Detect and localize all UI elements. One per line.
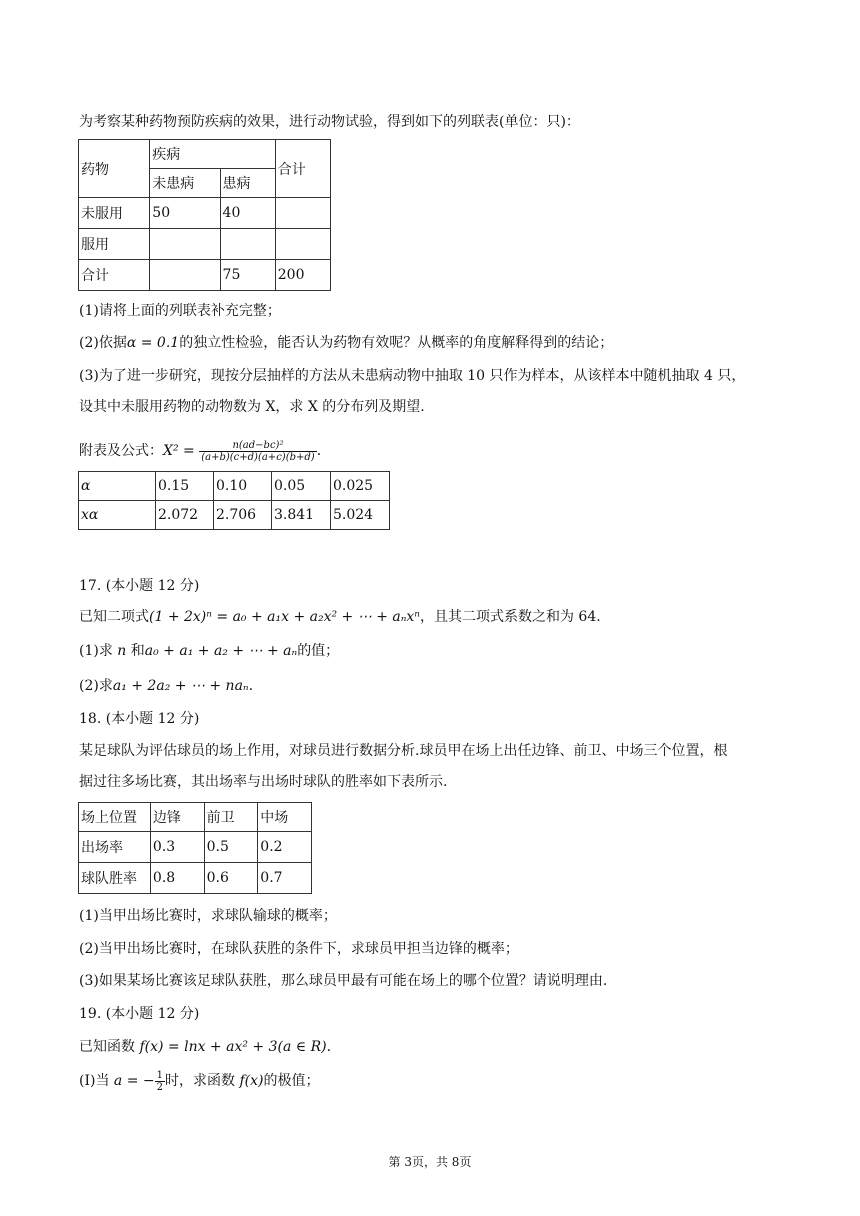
row-label: 球队胜率: [79, 863, 151, 894]
q19-function: f(x) = lnx + ax² + 3(a ∈ R): [139, 1039, 327, 1055]
q18-part2: (2)当甲出场比赛时，在球队获胜的条件下，求球员甲担当边锋的概率；: [79, 941, 519, 957]
q17-part1-text3: 的值；: [297, 643, 340, 659]
x-alpha-label: xα: [79, 501, 156, 530]
q19-title: 19. (本小题 12 分): [79, 1006, 200, 1022]
q16-part2-text: (2)依据: [79, 335, 127, 351]
q17-part1-text2: 和: [126, 643, 145, 659]
cell: [220, 229, 275, 260]
q16-part2: [79, 334, 613, 352]
cell: 0.05: [272, 472, 331, 501]
formula-label: 附表及公式：: [79, 443, 163, 459]
formula-line: [79, 436, 321, 466]
q16-part1: (1)请将上面的列联表补充完整；: [79, 303, 281, 319]
cell: 0.3: [150, 832, 204, 863]
header-cell: 场上位置: [79, 803, 151, 832]
header-no-disease: 未患病: [150, 169, 220, 198]
header-total: 合计: [275, 140, 330, 198]
cell: [275, 229, 330, 260]
q19-part1: [79, 1066, 319, 1096]
q17-title: 17. (本小题 12 分): [79, 578, 200, 594]
q18-part3: (3)如果某场比赛该足球队获胜，那么球员甲最有可能在场上的哪个位置？请说明理由.: [79, 973, 608, 989]
q18-part1: (1)当甲出场比赛时，求球队输球的概率；: [79, 908, 337, 924]
position-table: [78, 802, 312, 894]
q17-part2-text: (2)求: [79, 678, 113, 694]
header-cell: 边锋: [150, 803, 204, 832]
q16-part3b: 设其中未服用药物的动物数为 X，求 X 的分布列及期望.: [79, 399, 425, 415]
cell: [275, 198, 330, 229]
cell: 5.024: [331, 501, 390, 530]
page-footer: 第 3页，共 8页: [388, 1155, 472, 1169]
q19-a-value: a = −: [113, 1073, 155, 1089]
q19-part1-text2: 时，求函数: [165, 1073, 240, 1089]
cell: 0.5: [204, 832, 258, 863]
q17-stem-text2: ，且其二项式系数之和为 64.: [419, 609, 601, 625]
cell: 0.8: [150, 863, 204, 894]
cell: 0.7: [258, 863, 312, 894]
q17-part2: [79, 677, 253, 695]
half-fraction: [155, 1070, 165, 1093]
q17-stem: [79, 608, 601, 626]
critical-value-table: [78, 471, 390, 530]
cell: 40: [220, 198, 275, 229]
row-label: 服用: [79, 229, 150, 260]
q19-fx: f(x): [239, 1073, 264, 1089]
q18-title: 18. (本小题 12 分): [79, 711, 200, 727]
q17-part1: [79, 642, 339, 660]
q19-stem-text: 已知函数: [79, 1039, 140, 1055]
q17-sum: a₀ + a₁ + a₂ + ⋯ + aₙ: [144, 643, 298, 659]
cell: 75: [220, 260, 275, 291]
q17-part1-text: (1)求: [79, 643, 118, 659]
contingency-table: [78, 139, 331, 291]
cell: 0.15: [156, 472, 214, 501]
alpha-value: α = 0.1: [126, 335, 180, 351]
q19-stem: [79, 1038, 331, 1056]
cell: 2.072: [156, 501, 214, 530]
row-label: 未服用: [79, 198, 150, 229]
q19-stem-end: .: [326, 1039, 332, 1055]
cell: 200: [275, 260, 330, 291]
q17-stem-text: 已知二项式: [79, 609, 149, 625]
fraction-denominator: 2: [156, 1081, 163, 1093]
q18-stem1: 某足球队为评估球员的场上作用，对球员进行数据分析.球员甲在场上出任边锋、前卫、中场三个位置，根: [79, 743, 728, 759]
alpha-label: α: [79, 472, 156, 501]
q17-binomial: (1 + 2x)ⁿ = a₀ + a₁x + a₂x² + ⋯ + aₙxⁿ: [149, 609, 420, 625]
row-label: 出场率: [79, 832, 151, 863]
intro-text: 为考察某种药物预防疾病的效果，进行动物试验，得到如下的列联表(单位：只)：: [79, 114, 580, 130]
row-label: 合计: [79, 260, 150, 291]
cell: 0.6: [204, 863, 258, 894]
q19-part1-text: (Ⅰ)当: [79, 1073, 114, 1089]
q16-part3a: (3)为了进一步研究，现按分层抽样的方法从未患病动物中抽取 10 只作为样本，从该样本中随机抽取 4 只，: [79, 368, 746, 384]
cell: 50: [150, 198, 220, 229]
q19-part1-text3: 的极值；: [263, 1073, 320, 1089]
header-disease: 疾病: [150, 140, 275, 169]
q17-weighted-sum: a₁ + 2a₂ + ⋯ + naₙ: [112, 678, 249, 694]
cell: 0.2: [258, 832, 312, 863]
q17-n: n: [117, 643, 127, 659]
formula-numerator: n(ad−bc)²: [199, 440, 316, 452]
formula-fraction: [199, 440, 316, 463]
cell: 2.706: [214, 501, 272, 530]
cell: 3.841: [272, 501, 331, 530]
formula-lhs: X² =: [163, 443, 200, 459]
formula-end: .: [316, 443, 322, 459]
cell: 0.025: [331, 472, 390, 501]
q16-part2-text2: 的独立性检验，能否认为药物有效呢？从概率的角度解释得到的结论；: [179, 335, 614, 351]
cell: 0.10: [214, 472, 272, 501]
header-cell: 前卫: [204, 803, 258, 832]
cell: [150, 260, 220, 291]
q17-part2-end: .: [248, 678, 254, 694]
formula-denominator: (a+b)(c+d)(a+c)(b+d): [201, 451, 315, 463]
header-cell: 中场: [258, 803, 312, 832]
q18-stem2: 据过往多场比赛，其出场率与出场时球队的胜率如下表所示.: [79, 774, 448, 790]
header-drug: 药物: [79, 140, 150, 198]
fraction-numerator: 1: [156, 1069, 163, 1081]
header-disease-yes: 患病: [220, 169, 275, 198]
cell: [150, 229, 220, 260]
